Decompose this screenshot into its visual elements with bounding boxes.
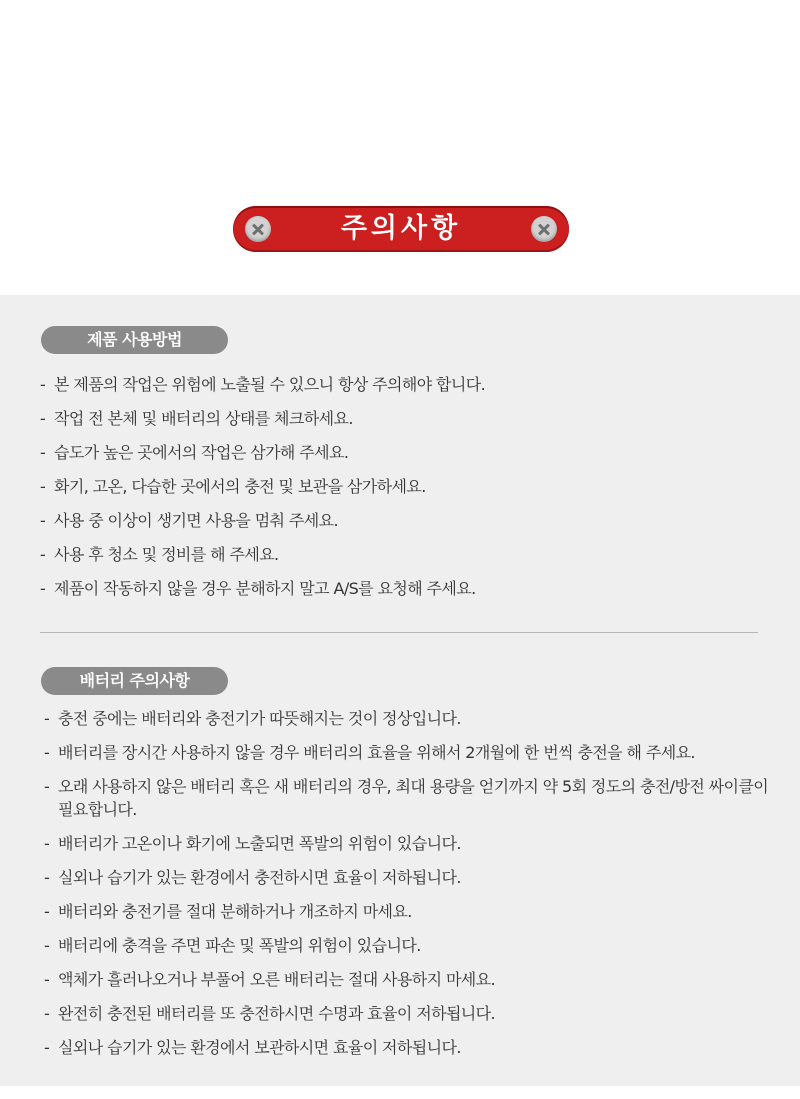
close-icon xyxy=(531,216,557,242)
list-marker: - xyxy=(44,709,50,728)
list-item xyxy=(44,741,774,764)
list-marker: - xyxy=(44,970,50,989)
list-item xyxy=(44,866,774,889)
list-item xyxy=(44,1036,774,1059)
section-divider xyxy=(40,632,758,633)
list-item xyxy=(40,373,485,396)
list-item-text: 액체가 흘러나오거나 부풀어 오른 배터리는 절대 사용하지 마세요. xyxy=(58,970,496,989)
list-marker: - xyxy=(44,743,50,762)
list-item xyxy=(44,1002,774,1025)
list-item xyxy=(40,407,485,430)
list-item-text: 제품이 작동하지 않을 경우 분해하지 말고 A/S를 요청해 주세요. xyxy=(54,579,476,598)
list-item xyxy=(40,543,485,566)
list-marker: - xyxy=(40,477,46,496)
list-item xyxy=(40,441,485,464)
list-marker: - xyxy=(44,834,50,853)
list-item-text: 배터리를 장시간 사용하지 않을 경우 배터리의 효율을 위해서 2개월에 한 번씩 충전을 해 주세요. xyxy=(58,743,695,762)
list-item xyxy=(44,968,774,991)
list-item-text: 오래 사용하지 않은 배터리 혹은 새 배터리의 경우, 최대 용량을 얻기까지 약 5회 정도의 충전/방전 싸이클이 필요합니다. xyxy=(58,777,769,819)
list-item xyxy=(40,577,485,600)
list-item xyxy=(40,509,485,532)
list-item-text: 충전 중에는 배터리와 충전기가 따뜻해지는 것이 정상입니다. xyxy=(58,709,461,728)
list-marker: - xyxy=(44,1038,50,1057)
list-item-text: 배터리가 고온이나 화기에 노출되면 폭발의 위험이 있습니다. xyxy=(58,834,461,853)
caution-panel xyxy=(0,295,800,1086)
battery-caution-list xyxy=(44,707,774,1070)
list-item xyxy=(44,900,774,923)
list-item-text: 본 제품의 작업은 위험에 노출될 수 있으니 항상 주의해야 합니다. xyxy=(54,375,486,394)
list-item-text: 사용 후 청소 및 정비를 해 주세요. xyxy=(54,545,279,564)
list-marker: - xyxy=(44,777,50,796)
list-item-text: 사용 중 이상이 생기면 사용을 멈춰 주세요. xyxy=(54,511,338,530)
list-marker: - xyxy=(40,409,46,428)
list-marker: - xyxy=(40,545,46,564)
list-marker: - xyxy=(44,936,50,955)
banner-title: 주의사항 xyxy=(340,213,462,244)
section-heading-battery-caution: 배터리 주의사항 xyxy=(41,667,228,695)
caution-banner xyxy=(233,206,569,252)
list-marker: - xyxy=(44,868,50,887)
section-heading-product-usage: 제품 사용방법 xyxy=(41,326,228,354)
list-item-text: 배터리와 충전기를 절대 분해하거나 개조하지 마세요. xyxy=(58,902,412,921)
list-marker: - xyxy=(44,1004,50,1023)
list-item-text: 실외나 습기가 있는 환경에서 보관하시면 효율이 저하됩니다. xyxy=(58,1038,461,1057)
list-marker: - xyxy=(44,902,50,921)
list-item-text: 화기, 고온, 다습한 곳에서의 충전 및 보관을 삼가하세요. xyxy=(54,477,426,496)
list-marker: - xyxy=(40,443,46,462)
list-item-text: 습도가 높은 곳에서의 작업은 삼가해 주세요. xyxy=(54,443,349,462)
list-marker: - xyxy=(40,511,46,530)
list-item-text: 배터리에 충격을 주면 파손 및 폭발의 위험이 있습니다. xyxy=(58,936,421,955)
list-item xyxy=(40,475,485,498)
product-usage-list xyxy=(40,373,485,611)
list-marker: - xyxy=(40,579,46,598)
list-item-text: 작업 전 본체 및 배터리의 상태를 체크하세요. xyxy=(54,409,353,428)
list-item xyxy=(44,707,774,730)
list-marker: - xyxy=(40,375,46,394)
list-item xyxy=(44,832,774,855)
list-item-text: 실외나 습기가 있는 환경에서 충전하시면 효율이 저하됩니다. xyxy=(58,868,461,887)
list-item-text: 완전히 충전된 배터리를 또 충전하시면 수명과 효율이 저하됩니다. xyxy=(58,1004,496,1023)
header-area xyxy=(0,0,800,295)
list-item xyxy=(44,934,774,957)
list-item xyxy=(44,775,774,821)
